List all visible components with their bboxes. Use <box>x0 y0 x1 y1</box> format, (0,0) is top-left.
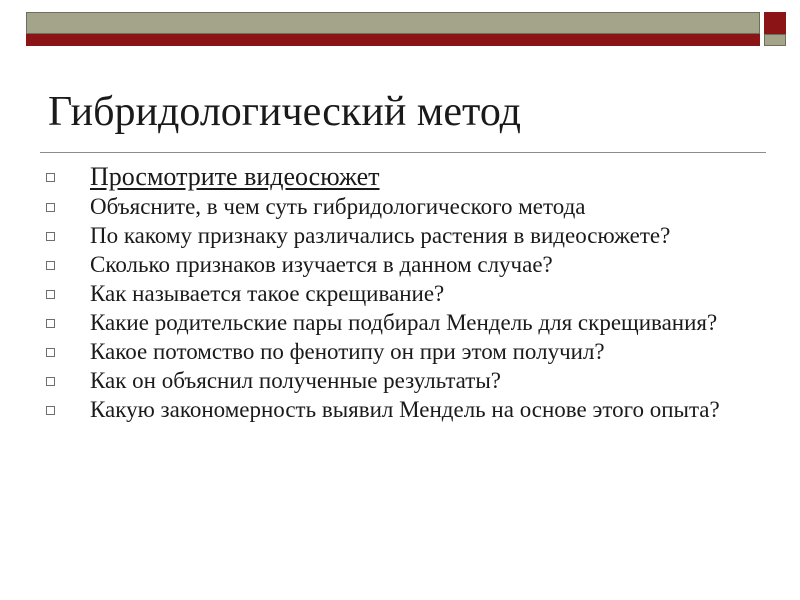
list-item-text: Какое потомство по фенотипу он при этом получил? <box>90 339 605 364</box>
list-item <box>44 398 764 422</box>
square-bullet-icon <box>46 290 55 299</box>
list-item-video[interactable] <box>44 163 764 191</box>
square-bullet-icon <box>46 232 55 241</box>
list-item-text: По какому признаку различались растения в видеосюжете? <box>90 223 671 248</box>
list-item <box>44 282 764 306</box>
list-item-text: Сколько признаков изучается в данном случае? <box>90 252 553 277</box>
header-olive-square <box>764 34 786 46</box>
square-bullet-icon <box>46 319 55 328</box>
list-item-text: Как он объяснил полученные результаты? <box>90 368 502 393</box>
list-item <box>44 195 764 219</box>
header-maroon-square <box>764 12 786 34</box>
list-item-text: Какую закономерность выявил Мендель на основе этого опыта? <box>90 397 720 422</box>
list-item <box>44 369 764 393</box>
list-item-text: Как называется такое скрещивание? <box>90 281 445 306</box>
list-item <box>44 311 764 335</box>
bullet-list <box>44 163 764 427</box>
square-bullet-icon <box>46 406 55 415</box>
list-item-text: Какие родительские пары подбирал Мендель для скрещивания? <box>90 310 718 335</box>
square-bullet-icon <box>46 203 55 212</box>
square-bullet-icon <box>46 377 55 386</box>
list-item <box>44 224 764 248</box>
list-item <box>44 340 764 364</box>
list-item <box>44 253 764 277</box>
square-bullet-icon <box>46 348 55 357</box>
square-bullet-icon <box>46 261 55 270</box>
title-divider <box>40 152 766 153</box>
header-olive-bar <box>26 12 760 34</box>
list-item-text: Просмотрите видеосюжет <box>90 162 380 191</box>
header-maroon-bar <box>26 34 760 46</box>
list-item-text: Объясните, в чем суть гибридологического метода <box>90 194 586 219</box>
slide-title: Гибридологический метод <box>48 89 521 135</box>
square-bullet-icon <box>46 173 55 182</box>
